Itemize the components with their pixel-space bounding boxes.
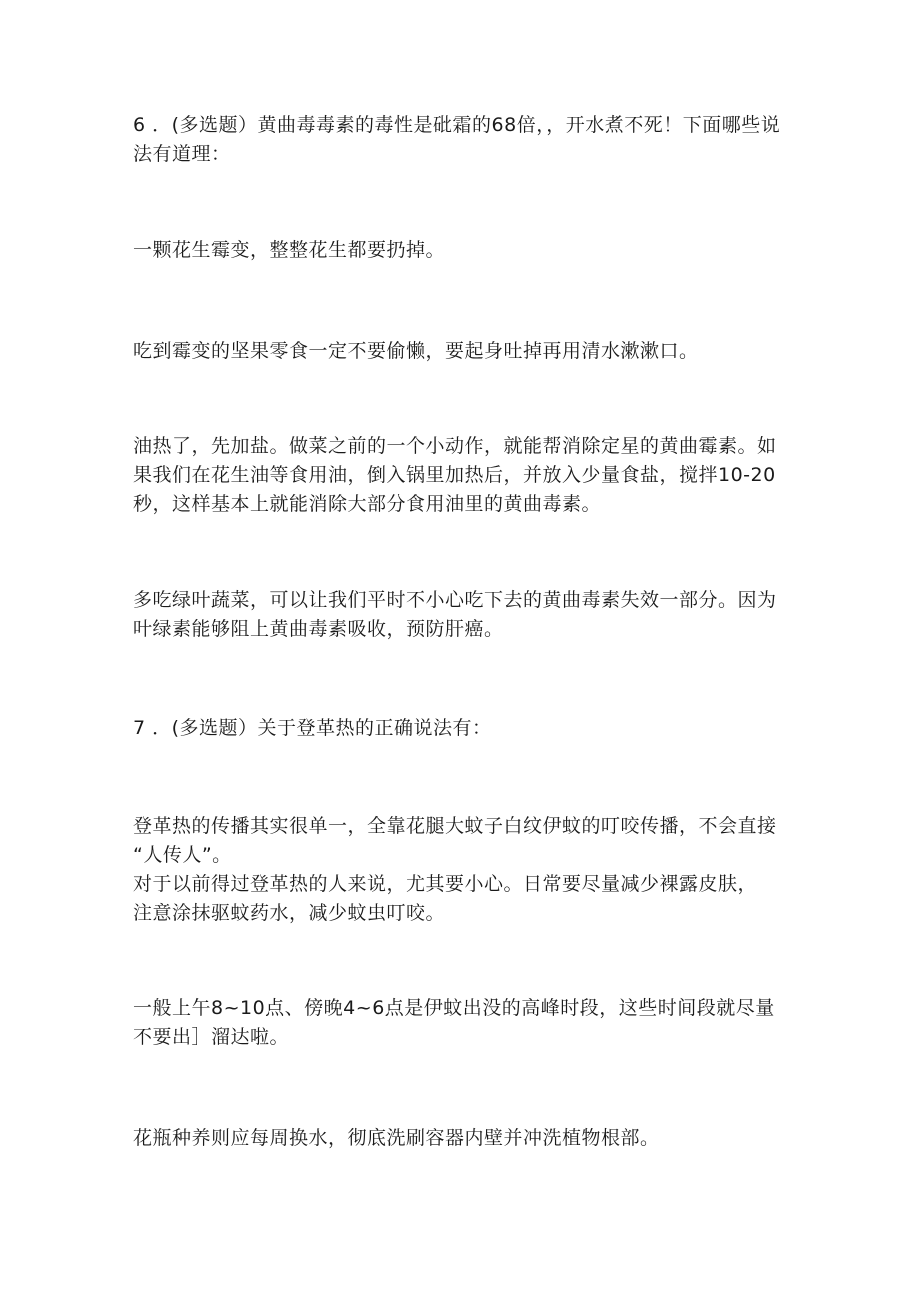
question-7-line: 7 ．(多选题）关于登革热的正确说法有：: [133, 717, 492, 739]
option-line: 叶绿素能够阻上黄曲毒素吸收，预防肝癌。: [133, 618, 504, 640]
question-6-line: 6 ．(多选题）黄曲毒毒素的毒性是砒霜的68倍，，开水煮不死！下面哪些说: [133, 114, 781, 136]
question-6-option: [133, 236, 793, 265]
question-7-stem: [133, 714, 793, 743]
option-line: 一颗花生霉变，整整花生都要扔掉。: [133, 239, 446, 261]
option-line: “人传人”。: [133, 844, 232, 866]
option-line: 多吃绿叶蔬菜，可以让我们平时不小心吃下去的黄曲毒素失效一部分。因为: [133, 589, 777, 611]
question-6-option: [133, 337, 793, 366]
question-6-option: [133, 432, 793, 519]
option-line: 吃到霉变的坚果零食一定不要偷懒，要起身吐掉再用清水漱漱口。: [133, 340, 699, 362]
option-line: 秒，这样基本上就能消除大部分食用油里的黄曲毒素。: [133, 493, 602, 515]
question-6-line: 法有道理：: [133, 143, 231, 165]
option-line: 不要出］溜达啦。: [133, 1026, 290, 1048]
option-line: 注意涂抹驱蚊药水，减少蚊虫叮咬。: [133, 902, 446, 924]
option-line: 登革热的传播其实很单一，全靠花腿大蚊子白纹伊蚊的叮咬传播，不会直接: [133, 815, 777, 837]
question-7-option: [133, 994, 793, 1052]
question-6-option: [133, 586, 793, 644]
option-line: 油热了，先加盐。做菜之前的一个小动作，就能帮消除定星的黄曲霉素。如: [133, 435, 777, 457]
option-line: 对于以前得过登革热的人来说，尤其要小心。日常要尽量减少裸露皮肤，: [133, 873, 758, 895]
question-6-stem: [133, 111, 793, 169]
option-line: 花瓶种养则应每周换水，彻底洗刷容器内壁并冲洗植物根部。: [133, 1127, 660, 1149]
option-line: 果我们在花生油等食用油，倒入锅里加热后，并放入少量食盐，搅拌10-20: [133, 464, 776, 486]
question-7-option: [133, 1124, 793, 1153]
question-7-option: [133, 812, 793, 928]
option-line: 一般上午8~10点、傍晚4~6点是伊蚊出没的高峰时段，这些时间段就尽量: [133, 997, 775, 1019]
